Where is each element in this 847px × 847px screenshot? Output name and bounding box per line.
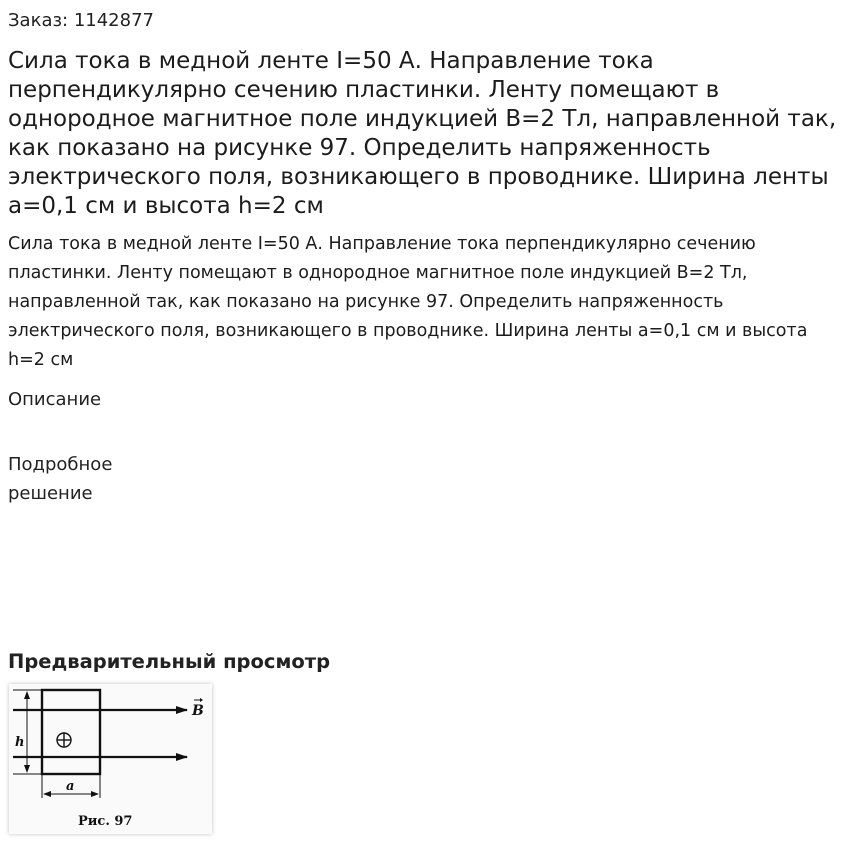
current-direction-icon [57, 733, 71, 747]
task-title: Сила тока в медной ленте I=50 А. Направление тока перпендикулярно сечению пластинки. Ленту помещают в однородное магнитное поле индукцией B=2 Тл, направленной так, как показано на рисунке 97. Определить напряженность электрического поля, возникающего в проводнике. Ширина ленты a=0,1 см и высота h=2 см [8, 48, 837, 219]
solution-label: Подробное решение [8, 454, 113, 504]
plate-cross-section [42, 690, 100, 774]
preview-heading: Предварительный просмотр [8, 650, 331, 673]
height-label: h [15, 735, 25, 750]
order-number: Заказ: 1142877 [8, 10, 154, 31]
vector-arrow-icon [194, 698, 203, 702]
figure-caption: Рис. 97 [78, 814, 133, 829]
preview-image[interactable] [9, 684, 212, 834]
figure-97-diagram [9, 684, 212, 834]
width-label: a [66, 779, 75, 794]
task-text: Сила тока в медной ленте I=50 А. Направление тока перпендикулярно сечению пластинки. Ленту помещают в однородное магнитное поле индукцией B=2 Тл, направленной так, как показано на рисунке 97. Определить напряженность электрического поля, возникающего в проводнике. Ширина ленты a=0,1 см и высота h=2 см [8, 234, 808, 370]
field-label: B [192, 703, 204, 719]
description-label: Описание [8, 389, 102, 410]
